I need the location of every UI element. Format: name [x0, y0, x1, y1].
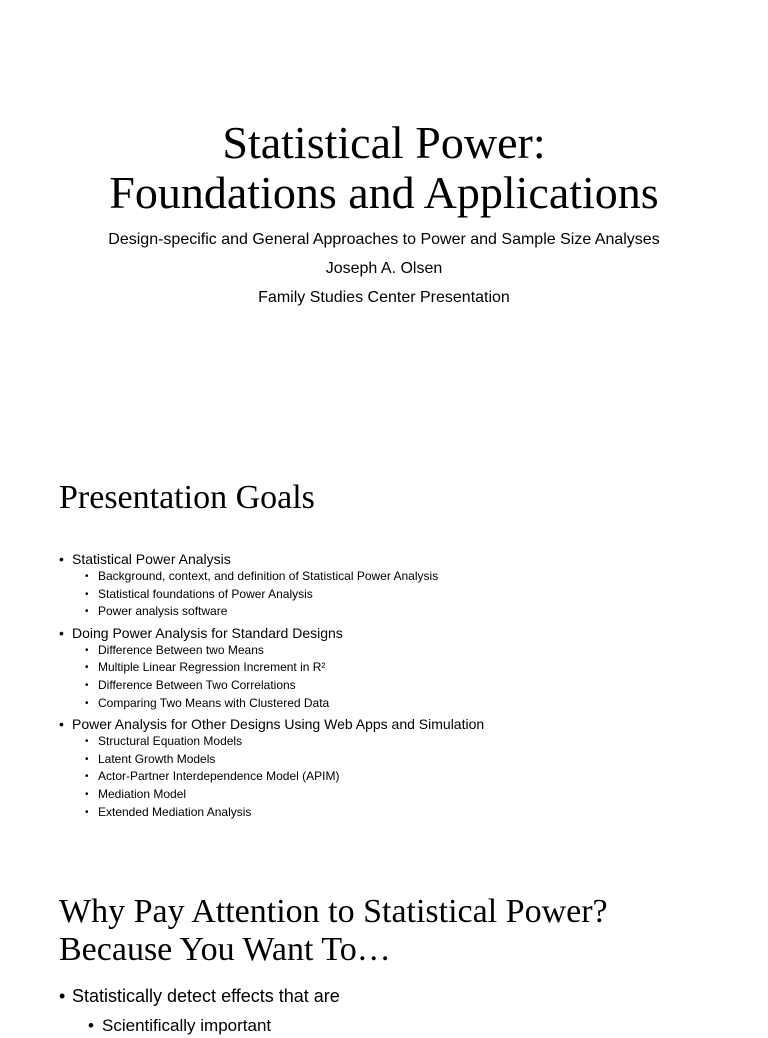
- goal-sub-item: • Multiple Linear Regression Increment in R²: [59, 659, 484, 677]
- presentation-author: Joseph A. Olsen: [325, 260, 443, 277]
- goal-sub-item: • Extended Mediation Analysis: [59, 804, 484, 822]
- goal-sub-item: • Structural Equation Models: [59, 733, 484, 751]
- goal-item-label: Statistical Power Analysis: [72, 551, 231, 567]
- goal-sub-item: • Statistical foundations of Power Analysis: [59, 586, 484, 604]
- goal-sub-item: • Difference Between two Means: [59, 642, 484, 660]
- goal-sub-item: • Latent Growth Models: [59, 751, 484, 769]
- goal-sub-item: • Actor-Partner Interdependence Model (APIM): [59, 768, 484, 786]
- goals-heading: Presentation Goals: [59, 479, 315, 516]
- title-line-2: Foundations and Applications: [109, 167, 659, 218]
- goal-sub-item: • Comparing Two Means with Clustered Data: [59, 695, 484, 713]
- why-sub-bullet: • Scientifically important: [59, 1014, 340, 1038]
- goal-sub-item: • Difference Between Two Correlations: [59, 677, 484, 695]
- why-heading-line-2: Because You Want To…: [59, 931, 391, 968]
- presentation-title: [0, 118, 768, 218]
- goal-item-label: Power Analysis for Other Designs Using Web Apps and Simulation: [72, 716, 485, 733]
- why-list: [59, 984, 340, 1038]
- goal-sub-list: [59, 568, 484, 621]
- why-bullet: • Statistically detect effects that are: [59, 984, 340, 1008]
- goal-item: [59, 624, 484, 642]
- why-heading-line-1: Why Pay Attention to Statistical Power?: [59, 893, 608, 930]
- goal-sub-item: • Mediation Model: [59, 786, 484, 804]
- presentation-venue: Family Studies Center Presentation: [258, 289, 510, 306]
- goal-item: [59, 550, 484, 568]
- goal-sub-item: • Background, context, and definition of Statistical Power Analysis: [59, 568, 484, 586]
- goal-item: [59, 715, 484, 733]
- goal-sub-item: • Power analysis software: [59, 603, 484, 621]
- goal-sub-list: [59, 733, 484, 821]
- goals-list: [59, 550, 484, 823]
- presentation-subtitle: Design-specific and General Approaches to Power and Sample Size Analyses: [108, 231, 660, 248]
- goal-item-label: Doing Power Analysis for Standard Designs: [72, 624, 343, 641]
- goal-sub-list: [59, 642, 484, 712]
- title-line-1: Statistical Power:: [222, 117, 546, 168]
